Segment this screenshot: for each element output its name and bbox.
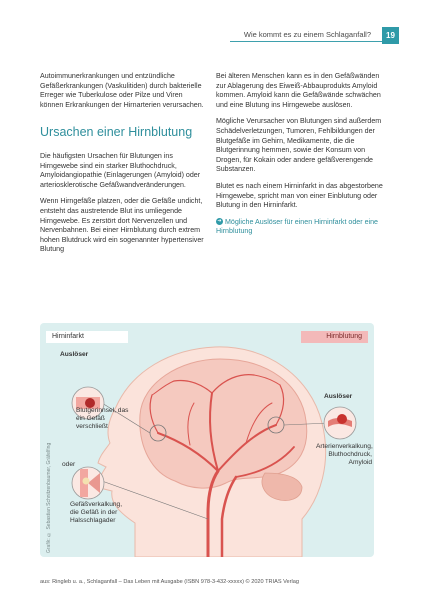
intro-paragraph: Autoimmunerkrankungen und entzündliche Gefäßerkrankungen (Vaskulitiden) durch bakterielle Erreger wie Tuberkulose oder Pilze und Viren können Erkrankungen der Hirnarterien verursachen.: [40, 72, 204, 109]
brain-shape: [140, 359, 307, 488]
section-heading: Ursachen einer Hirnblutung: [40, 125, 193, 140]
body-paragraph: Wenn Hirngefäße platzen, oder die Gefäße undicht, entsteht das austretende Blut ins umliegende Hirngewebe. Es zerstört dort Nervenzellen und Nervenbahnen. Bei einer Hirnblutung durch extrem hohen Blutdruck wird ein sogenannter hypertensiver Blutung: [40, 197, 204, 254]
header-rule: [230, 41, 397, 42]
tab-hirnblutung: Hirnblutung: [301, 331, 368, 343]
label-gefaessverkalkung: Gefäßverkalkung, die Gefäß in der Halsschlagader: [70, 501, 123, 524]
body-paragraph: Mögliche Verursacher von Blutungen sind außerdem Schädelverletzungen, Tumoren, Fehlbildungen der Blutgefäße im Gehirn, Medikamente, die die Blutgerinnung hemmen, sowie der Konsum von Drogen, für Kokain oder andere gefäßverengende Substanzen.: [216, 117, 382, 174]
figure-credit: Grafik: © Sebastian Schnitzenbaumer, Gräfelfing: [46, 442, 52, 553]
label-oder: oder: [62, 461, 76, 468]
body-paragraph: Blutet es nach einem Hirninfarkt in das abgestorbene Hirngewebe, spricht man von einer Einblutung oder Blutung in den Hirninfarkt.: [216, 181, 383, 210]
label-ausloeser-right: Auslöser: [324, 393, 353, 400]
left-column: [40, 72, 205, 262]
body-paragraph: Bei älteren Menschen kann es in den Gefäßwänden zur Ablagerung des Eiweiß-Abbauprodukts Amyloid kommen. Amyloid kann die Gefäßwände schwächen und eine Blutung ins Hirngewebe auslösen.: [216, 72, 381, 109]
page-footer: aus: Ringleb u. a., Schlaganfall – Das Leben mit Ausgabe (ISBN 978-3-432-xxxxx) © 2020 TRIAS Verlag: [40, 579, 299, 585]
figure-reference-link[interactable]: [216, 218, 386, 237]
tab-hirninfarkt: Hirninfarkt: [46, 331, 128, 343]
body-paragraph: Die häufigsten Ursachen für Blutungen ins Hirngewebe sind ein starker Bluthochdruck, Amyloidangiopathie (Einlagerungen (Amyloid) oder arteriosklerotische Gefäßwandveränderungen.: [40, 151, 201, 189]
running-header: Wie kommt es zu einem Schlaganfall?: [243, 30, 371, 39]
label-ausloeser-left: Auslöser: [60, 351, 89, 358]
label-blutgerinnsel: Blutgerinnsel, das ein Gefäß verschließt: [76, 407, 129, 430]
figure-reference-text: Mögliche Auslöser für einen Hirninfarkt oder eine Hirnblutung: [216, 217, 378, 236]
right-column: [216, 72, 386, 244]
stroke-figure: [40, 323, 374, 557]
label-arterienverkalkung: Arterienverkalkung, Bluthochdruck, Amyloid: [316, 443, 373, 466]
page-number-badge: 19: [382, 27, 399, 44]
arrow-circle-icon: ➜: [217, 218, 222, 225]
